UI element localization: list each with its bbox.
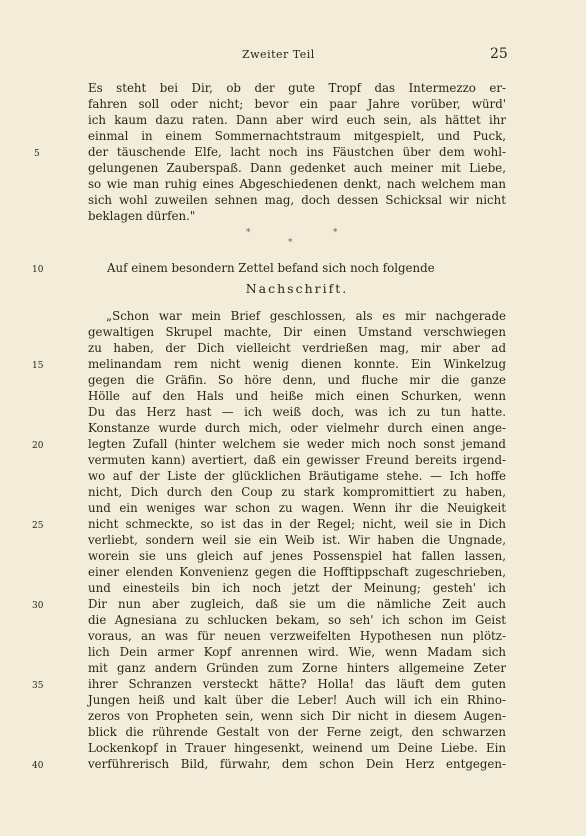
line-number: 20 — [32, 441, 44, 451]
text-line: worein sie uns gleich auf jenes Possenspiel hat fallen lassen, — [88, 549, 506, 563]
text-line: Konstanze wurde durch mich, oder vielmehr durch einen ange- — [88, 421, 506, 435]
text-line: vermuten kann) avertiert, daß ein gewisser Freund bereits irgend- — [88, 453, 506, 467]
text-line: „Schon war mein Brief geschlossen, als es mir nachgerade — [106, 309, 506, 323]
text-line: Auf einem besondern Zettel befand sich noch folgende — [107, 261, 435, 275]
text-line: nicht, Dich durch den Coup zu stark kompromittiert zu haben, — [88, 485, 506, 499]
text-line: mit ganz andern Gründen zum Zorne hinters allgemeine Zeter — [88, 661, 506, 675]
line-number: 35 — [32, 681, 44, 691]
text-line: verführerisch Bild, fürwahr, dem schon Dein Herz entgegen- — [88, 757, 506, 771]
text-line: voraus, an was für neuen verzweifelten Hypothesen nun plötz- — [88, 629, 506, 643]
text-line: verliebt, sondern weil sie ein Weib ist. Wir haben die Ungnade, — [88, 533, 506, 547]
text-line: lich Dein armer Kopf anrennen wird. Wie, wenn Madam sich — [88, 645, 506, 659]
text-line: melinandam rem nicht wenig dienen konnte. Ein Winkelzug — [88, 357, 506, 371]
separator-star: * — [333, 228, 338, 238]
text-line: blick die rührende Gestalt von der Ferne zeigt, den schwarzen — [88, 725, 506, 739]
text-line: Lockenkopf in Trauer hingesenkt, weinend um Deine Liebe. Ein — [88, 741, 506, 755]
line-number: 25 — [32, 521, 44, 531]
text-line: ich kaum dazu raten. Dann aber wird euch sein, als hättet ihr — [88, 113, 506, 127]
separator-star: * — [246, 228, 251, 238]
text-line: zeros von Propheten sein, wenn sich Dir nicht in diesem Augen- — [88, 709, 506, 723]
text-line: nicht schmeckte, so ist das in der Regel; nicht, weil sie in Dich — [88, 517, 506, 531]
text-line: einer elenden Konvenienz gegen die Hofftippschaft zugeschrieben, — [88, 565, 506, 579]
text-line: gegen die Gräfin. So höre denn, und fluche mir die ganze — [88, 373, 506, 387]
running-title: Zweiter Teil — [242, 48, 315, 61]
text-line: einmal in einem Sommernachtstraum mitgespielt, und Puck, — [88, 129, 506, 143]
text-line: gelungenen Zauberspaß. Dann gedenket auch meiner mit Liebe, — [88, 161, 506, 175]
text-line: legten Zufall (hinter welchem sie weder mich noch sonst jemand — [88, 437, 506, 451]
page-number: 25 — [490, 46, 508, 62]
text-line: wo auf der Liste der glücklichen Bräutigame stehe. — Ich hoffe — [88, 469, 506, 483]
line-number: 10 — [32, 265, 44, 275]
text-line: Jungen heiß und kalt über die Leber! Auch will ich ein Rhino- — [88, 693, 506, 707]
section-heading: Nachschrift. — [245, 281, 349, 296]
line-number: 30 — [32, 601, 44, 611]
line-number: 15 — [32, 361, 44, 371]
separator-star: * — [288, 238, 293, 248]
line-number: 5 — [34, 149, 40, 159]
text-line: so wie man ruhig eines Abgeschiedenen denkt, nach welchem man — [88, 177, 506, 191]
text-line: Dir nun aber zugleich, daß sie um die nämliche Zeit auch — [88, 597, 506, 611]
text-line: Es steht bei Dir, ob der gute Tropf das Intermezzo er- — [88, 81, 506, 95]
text-line: beklagen dürfen." — [88, 209, 196, 223]
text-line: sich wohl zuweilen sehnen mag, doch dessen Schicksal wir nicht — [88, 193, 506, 207]
text-line: Hölle auf den Hals und heiße mich einen Schurken, wenn — [88, 389, 506, 403]
page-header — [0, 48, 586, 64]
text-line: und einesteils bin ich noch jetzt der Meinung; gesteh' ich — [88, 581, 506, 595]
text-line: und ein weniges war schon zu wagen. Wenn ihr die Neuigkeit — [88, 501, 506, 515]
text-line: die Agnesiana zu schlucken bekam, so seh' ich schon im Geist — [88, 613, 506, 627]
text-line: gewaltigen Skrupel machte, Dir einen Umstand verschwiegen — [88, 325, 506, 339]
text-line: zu haben, der Dich vielleicht verdrießen mag, mir aber ad — [88, 341, 506, 355]
text-line: ihrer Schranzen versteckt hätte? Holla! das läuft dem guten — [88, 677, 506, 691]
text-line: fahren soll oder nicht; bevor ein paar Jahre vorüber, würd' — [88, 97, 506, 111]
text-line: Du das Herz hast — ich weiß doch, was ich zu tun hatte. — [88, 405, 506, 419]
text-line: der täuschende Elfe, lacht noch ins Fäustchen über dem wohl- — [88, 145, 506, 159]
line-number: 40 — [32, 761, 44, 771]
